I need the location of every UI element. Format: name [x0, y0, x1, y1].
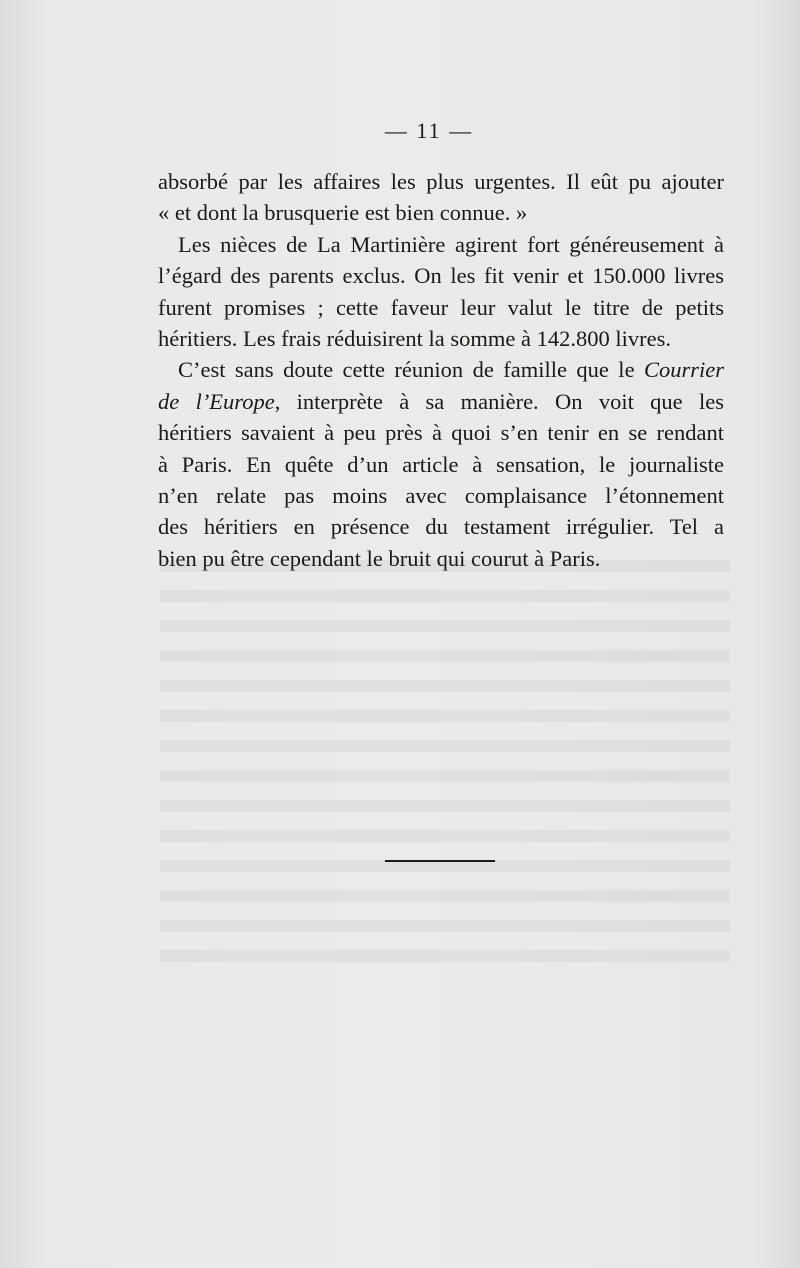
text-line — [158, 386, 724, 417]
text-line: bien pu être cependant le bruit qui courut à Paris. — [158, 545, 601, 571]
text-segment: , interprète à sa manière. On voit que les — [274, 388, 724, 414]
text-line — [158, 354, 724, 385]
page-number: — 11 — — [384, 118, 474, 143]
italic-title: Courrier — [643, 357, 724, 383]
text-line: Les nièces de La Martinière agirent fort généreusement à — [178, 231, 724, 257]
text-line: l’égard des parents exclus. On les fit venir et 150.000 livres — [158, 263, 724, 289]
text-line: des héritiers en présence du testament irrégulier. Tel a — [158, 514, 724, 540]
italic-title: de l’Europe — [158, 388, 275, 414]
section-divider — [385, 860, 495, 862]
text-segment: C’est sans doute cette réunion de famille que le — [178, 357, 644, 383]
text-line: héritiers. Les frais réduisirent la somme à 142.800 livres. — [158, 326, 671, 352]
text-line: furent promises ; cette faveur leur valut le titre de petits — [158, 294, 724, 320]
text-line: héritiers savaient à peu près à quoi s’en tenir en se rendant — [158, 420, 724, 446]
text-line: absorbé par les affaires les plus urgentes. Il eût pu ajouter — [158, 169, 724, 194]
text-line: à Paris. En quête d’un article à sensation, le journaliste — [158, 451, 724, 477]
text-line: « et dont la brusquerie est bien connue. » — [158, 200, 528, 226]
bleed-through-texture — [160, 560, 730, 980]
text-line: n’en relate pas moins avec complaisance l’étonnement — [158, 483, 724, 509]
body-text — [158, 166, 724, 574]
